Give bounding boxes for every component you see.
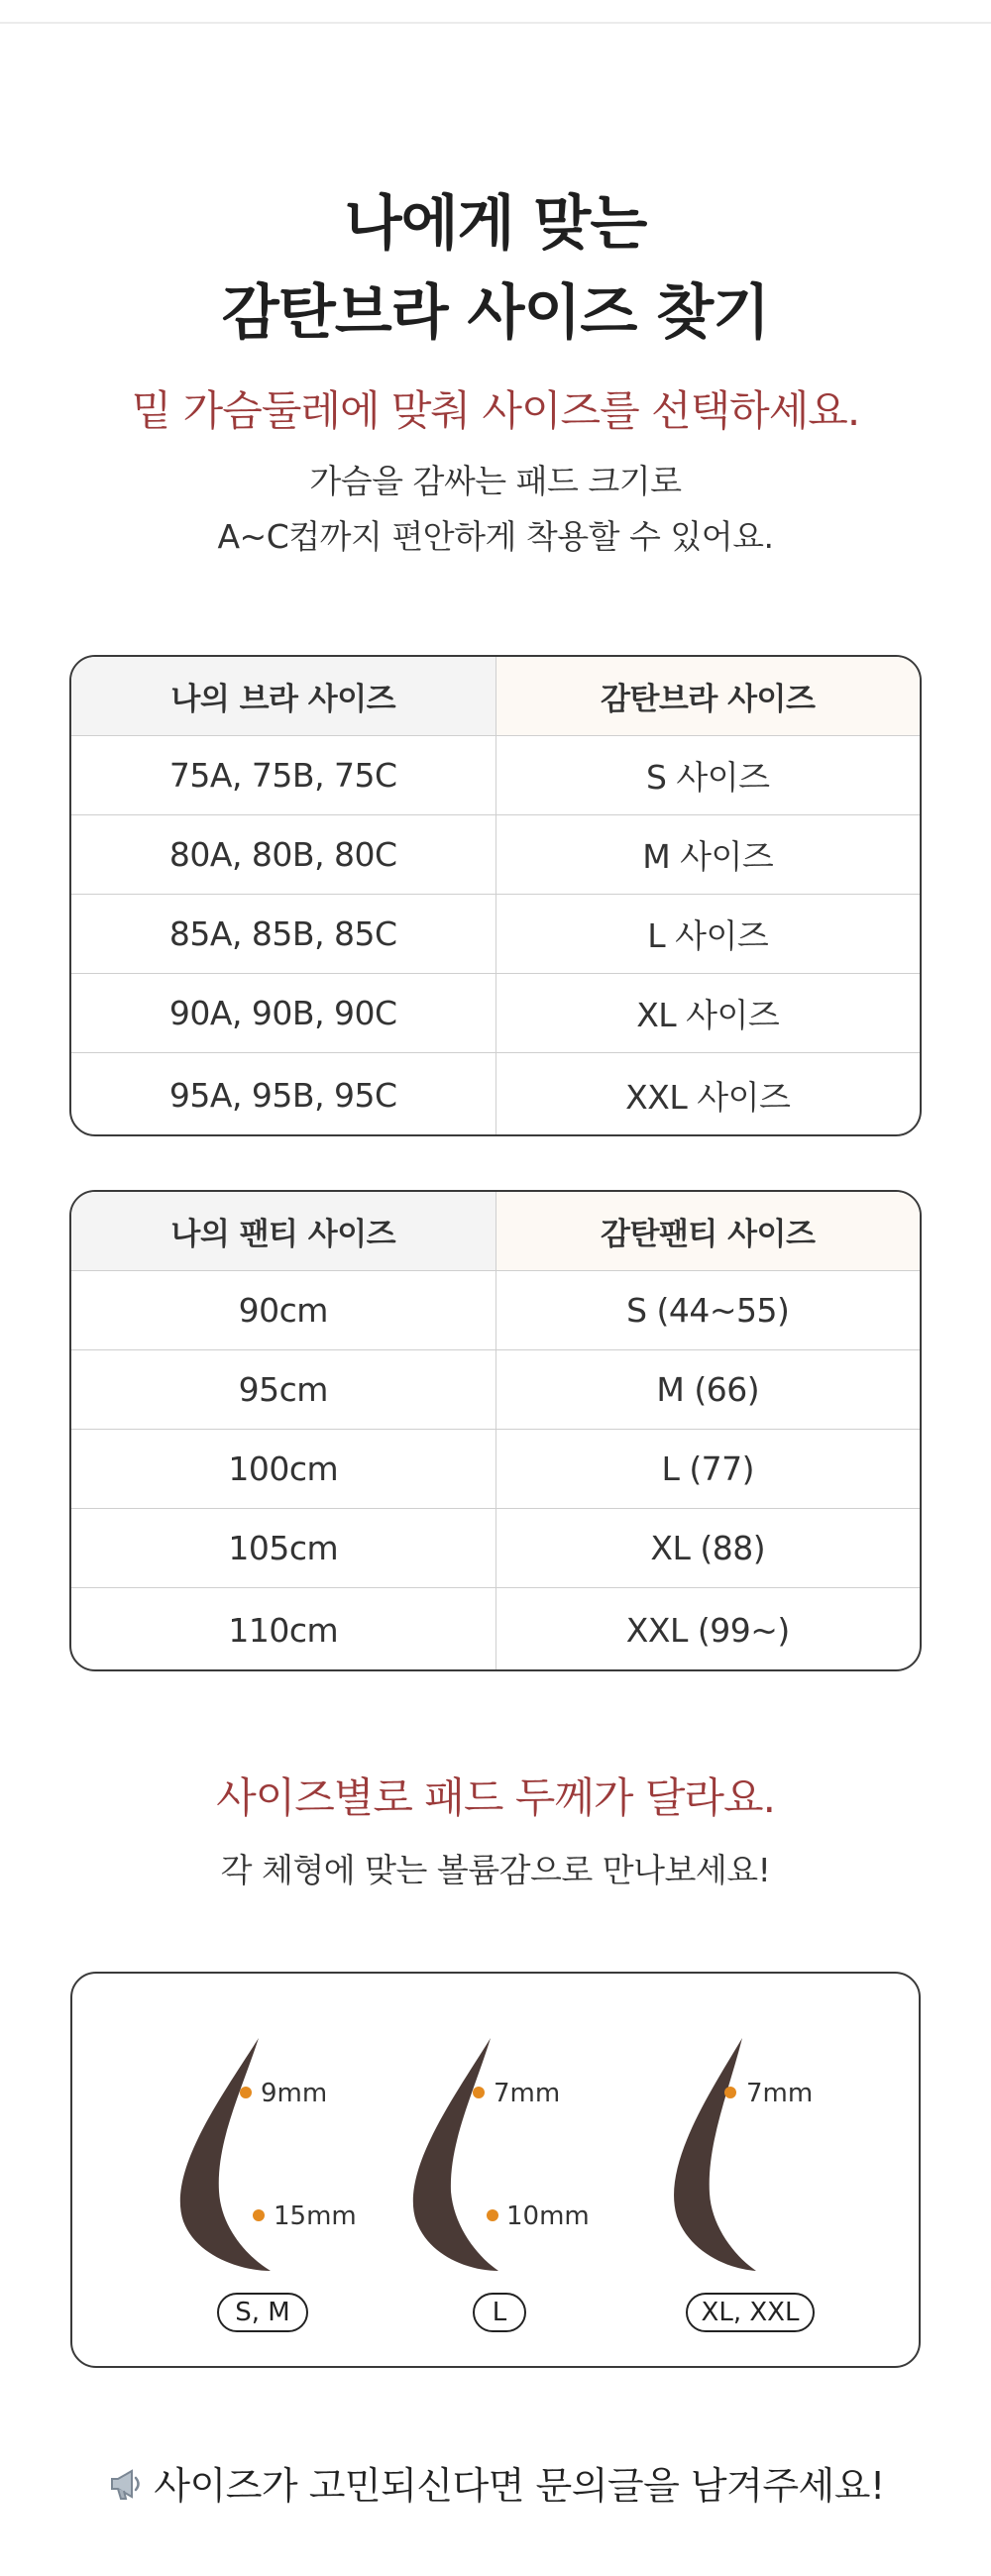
table-cell-my-size: 75A, 75B, 75C xyxy=(168,756,397,795)
table-cell-brand-size: XL (88) xyxy=(496,1509,921,1587)
pad-l-top-label: 7mm xyxy=(494,2079,561,2108)
table-row xyxy=(71,1430,920,1509)
pad-size-label-s-m: S, M xyxy=(217,2293,308,2332)
pad-l-top-dot xyxy=(473,2087,485,2098)
pad-size-label-l: L xyxy=(473,2293,526,2332)
table-cell-brand-size: L 사이즈 xyxy=(496,895,921,973)
pad-s-m-bottom-label: 15mm xyxy=(274,2201,357,2231)
table-cell-my-size: 95A, 95B, 95C xyxy=(168,1075,397,1115)
pad-l-bottom-dot xyxy=(487,2209,498,2221)
table-header-my-size: 나의 브라 사이즈 xyxy=(71,657,496,735)
table-cell-brand-size: XXL (99~) xyxy=(496,1588,921,1671)
table-cell-brand-size: S 사이즈 xyxy=(496,736,921,814)
table-row xyxy=(71,736,920,815)
pad-size-label-xl-xxl: XL, XXL xyxy=(686,2293,815,2332)
bra-size-table xyxy=(69,655,922,1136)
table-header-row xyxy=(71,657,920,736)
table-cell-my-size: 105cm xyxy=(228,1529,339,1567)
table-row xyxy=(71,1588,920,1671)
pad-l-shape xyxy=(413,2038,590,2271)
pad-s-m-bottom-dot xyxy=(253,2209,265,2221)
table-cell-my-size: 90cm xyxy=(238,1291,328,1330)
panty-size-table xyxy=(69,1190,922,1671)
size-guide-desc-line2: A~C컵까지 편안하게 착용할 수 있어요. xyxy=(217,517,774,556)
table-cell-brand-size: XXL 사이즈 xyxy=(496,1053,921,1136)
table-cell-brand-size: M 사이즈 xyxy=(496,815,921,894)
pad-xl-xxl-shape xyxy=(674,2038,813,2271)
table-cell-my-size: 80A, 80B, 80C xyxy=(168,835,397,874)
table-cell-my-size: 95cm xyxy=(238,1370,328,1409)
pad-xl-xxl-top-dot xyxy=(724,2087,736,2098)
table-row xyxy=(71,1053,920,1136)
page-title-line2: 감탄브라 사이즈 찾기 xyxy=(221,278,770,348)
pad-s-m-shape xyxy=(180,2038,357,2271)
table-row xyxy=(71,974,920,1053)
footer-text: 사이즈가 고민되신다면 문의글을 남겨주세요! xyxy=(154,2464,885,2508)
pad-s-m-top-label: 9mm xyxy=(261,2079,328,2108)
table-cell-brand-size: S (44~55) xyxy=(496,1271,921,1349)
size-guide-desc-line1: 가슴을 감싸는 패드 크기로 xyxy=(309,462,682,500)
table-row xyxy=(71,1509,920,1588)
pad-xl-xxl-top-label: 7mm xyxy=(746,2079,814,2108)
top-divider xyxy=(0,22,991,24)
pad-s-m-top-dot xyxy=(240,2087,252,2098)
table-header-brand-size: 감탄브라 사이즈 xyxy=(496,657,921,735)
pad-l-bottom-label: 10mm xyxy=(506,2201,590,2231)
megaphone-icon xyxy=(106,2463,148,2505)
table-header-row xyxy=(71,1192,920,1271)
table-header-my-size: 나의 팬티 사이즈 xyxy=(71,1192,496,1270)
pad-section-title: 사이즈별로 패드 두께가 달라요. xyxy=(216,1773,775,1822)
footer-inquiry-note xyxy=(0,2455,991,2510)
table-cell-brand-size: L (77) xyxy=(496,1430,921,1508)
table-row xyxy=(71,815,920,895)
table-header-brand-size: 감탄팬티 사이즈 xyxy=(496,1192,921,1270)
table-row xyxy=(71,1350,920,1430)
table-cell-brand-size: XL 사이즈 xyxy=(496,974,921,1052)
page-title-line1: 나에게 맞는 xyxy=(344,189,647,259)
table-cell-my-size: 90A, 90B, 90C xyxy=(168,994,397,1032)
table-cell-my-size: 85A, 85B, 85C xyxy=(168,914,397,953)
pad-thickness-box xyxy=(70,1972,921,2368)
table-cell-my-size: 110cm xyxy=(228,1610,339,1650)
pad-section-desc: 각 체형에 맞는 볼륨감으로 만나보세요! xyxy=(220,1851,771,1889)
table-row xyxy=(71,895,920,974)
table-cell-brand-size: M (66) xyxy=(496,1350,921,1429)
size-guide-subtitle: 밑 가슴둘레에 맞춰 사이즈를 선택하세요. xyxy=(131,386,860,435)
table-row xyxy=(71,1271,920,1350)
table-cell-my-size: 100cm xyxy=(228,1449,339,1488)
